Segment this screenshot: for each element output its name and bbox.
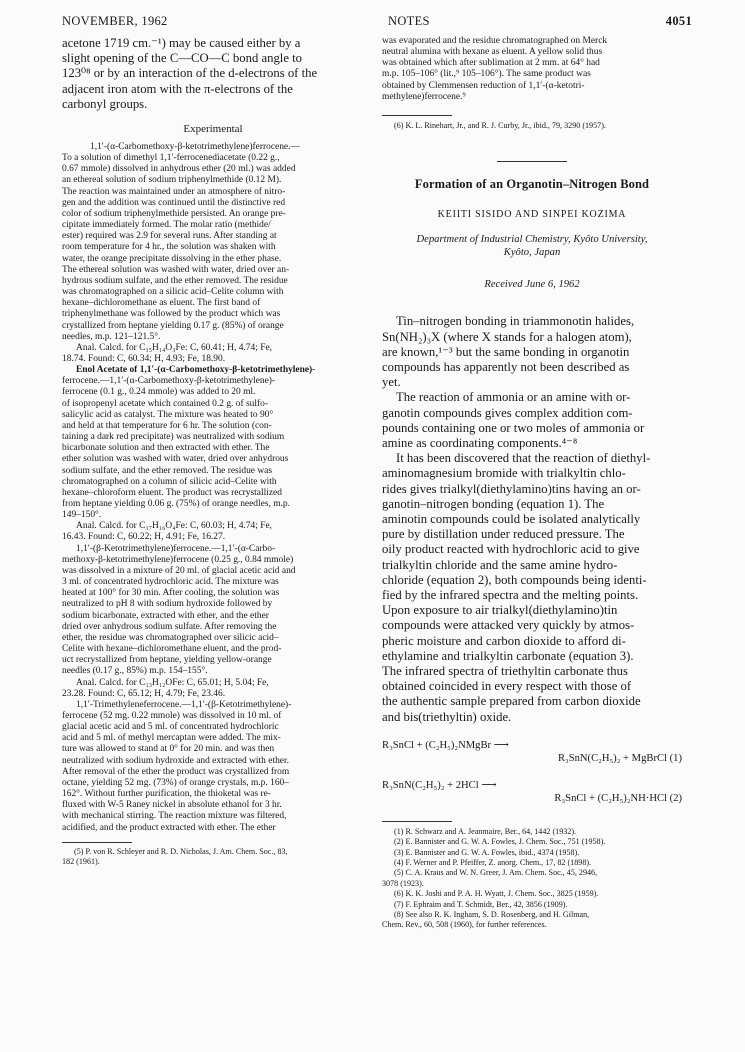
text-line: obtained by Clemmensen reduction of 1,1′-(α-ketotri-	[382, 80, 585, 91]
text-line: Anal. Calcd. for C₁₇H₁₆O₄Fe: C, 60.03; H, 4.74; Fe,	[76, 521, 273, 532]
text-line: To a solution of dimethyl 1,1′-ferrocenediacetate (0.22 g.,	[62, 153, 280, 164]
text-line: methoxy-β-ketotrimethylene)ferrocene (0.25 g., 0.84 mmole)	[62, 554, 294, 565]
text-line: slight opening of the C—CO—C bond angle to	[62, 51, 302, 66]
text-line: cipitate immediately formed. The molar ratio (methide/	[62, 220, 271, 231]
text-line: 1,1′-(β-Ketotrimethylene)ferrocene.—1,1′-(α-Carbo-	[76, 543, 276, 554]
procedure-trimethyleneferrocene	[62, 700, 364, 834]
text-line: uct recrystallized from heptane, yielding yellow-orange	[62, 655, 272, 666]
text-line: 18.74. Found: C, 60.34; H, 4.93; Fe, 18.90.	[62, 353, 226, 364]
text-line: obtained coincided in every respect with those of	[382, 679, 632, 694]
text-line: neutral alumina with hexane as eluent. A yellow solid thus	[382, 47, 603, 58]
text-line: The reaction of ammonia or an amine with or-	[396, 390, 631, 405]
received-date: Received June 6, 1962	[484, 279, 580, 291]
reference-line: (5) C. A. Kraus and W. N. Greer, J. Am. Chem. Soc., 45, 2946,	[394, 868, 598, 878]
equation-1-products: R₃SnN(C₂H₅)₂ + MgBrCl (1)	[557, 752, 682, 764]
text-line: 123⁰⁸ or by an interaction of the d-electrons of the	[62, 66, 318, 81]
text-line: carbonyl groups.	[62, 96, 148, 111]
text-line: Anal. Calcd. for C₁₅H₁₄O₃Fe: C, 60.41; H, 4.74; Fe,	[76, 342, 273, 353]
references-divider	[382, 821, 452, 822]
text-line: the authentic sample prepared from carbon dioxide	[382, 694, 641, 709]
text-line: ture was allowed to stand at 0° for 20 min. and was then	[62, 744, 275, 755]
text-line: room temperature for 4 hr., the solution was shaken with	[62, 242, 276, 253]
text-line: Celite with hexane–dichloromethane eluent, and the prod-	[62, 644, 282, 655]
text-line: ester) required was 2.9 for several runs. After standing at	[62, 231, 277, 242]
text-line: sodium sulfate, and the ether removed. The residue was	[62, 465, 273, 476]
text-line: methylene)ferrocene.⁹	[382, 91, 466, 102]
experimental-heading: Experimental	[183, 123, 243, 136]
text-line: fluxed with W-5 Raney nickel in absolute ethanol for 3 hr.	[62, 800, 282, 811]
reference-line: (2) E. Bannister and G. W. A. Fowles, J. Chem. Soc., 751 (1958).	[394, 837, 606, 847]
text-line: m.p. 105–106° (lit.,⁹ 105–106°). The same product was	[382, 69, 591, 80]
text-line: octane, yielding 52 mg. (73%) of orange crystals, m.p. 160–	[62, 777, 289, 788]
procedure-ketotrimethylene	[62, 544, 364, 700]
article-title: Formation of an Organotin–Nitrogen Bond	[414, 177, 650, 192]
text-line: After removal of the ether the product was crystallized from	[62, 766, 290, 777]
text-line: ether solution was washed with water, dried over anhydrous	[62, 454, 289, 465]
text-line: glacial acetic acid and 5 ml. of concentrated hydrochloric	[62, 722, 279, 733]
references-list	[382, 827, 682, 931]
text-line: heated at 100° for 30 min. After cooling, the solution was	[62, 588, 280, 599]
text-line: ganotin compounds gives complex addition com-	[382, 405, 633, 420]
reference-line: (4) F. Werner and P. Pfeiffer, Z. anorg. Chem., 17, 82 (1898).	[394, 858, 592, 868]
reference-line: (8) See also R. K. Ingham, S. D. Rosenberg, and H. Gilman,	[394, 910, 590, 920]
reference-line: (7) F. Ephraim and T. Schmidt, Ber., 42, 3856 (1909).	[394, 899, 568, 909]
body-paragraph-1	[382, 314, 682, 390]
footnote-5	[62, 847, 364, 868]
text-line: salicylic acid as catalyst. The mixture was heated to 90°	[62, 409, 274, 420]
text-line: Anal. Calcd. for C₁₃H₁₂OFe: C, 65.01; H, 5.04; Fe,	[76, 677, 269, 688]
text-line: needles (0.17 g., 85%) m.p. 154–155°.	[62, 666, 208, 677]
article-divider	[497, 161, 567, 162]
text-line: Upon exposure to air trialkyl(diethylamino)tin	[382, 603, 618, 618]
text-line: 162°. Without further purification, the thioketal was re-	[62, 789, 271, 800]
text-line: acidified, and the product extracted with ether. The ether	[62, 822, 276, 833]
text-line: gen and the addition was continued until the distinctive red	[62, 197, 286, 208]
equation-1	[382, 739, 682, 765]
text-line: 149–150°.	[62, 510, 102, 521]
text-line: was obtained which after sublimation at 2 mm. at 64° had	[382, 58, 600, 69]
text-line: 23.28. Found: C, 65.12; H, 4.79; Fe, 23.46.	[62, 688, 226, 699]
text-line: The reaction was maintained under an atmosphere of nitro-	[62, 186, 286, 197]
footnote-line: (5) P. von R. Schleyer and R. D. Nicholas, J. Am. Chem. Soc., 83,	[74, 846, 288, 856]
text-line: ethylamine and trialkyltin carbonate (equation 3).	[382, 648, 634, 663]
text-line: was evaporated and the residue chromatographed on Merck	[382, 36, 608, 46]
equation-2	[382, 779, 682, 805]
equation-1-reactants: R₃SnCl + (C₂H₅)₂NMgBr ⟶	[382, 739, 509, 751]
text-line: needles, m.p. 121–121.5°.	[62, 331, 161, 342]
continued-procedure	[382, 36, 682, 103]
text-line: ganotin–nitrogen bonding (equation 1). The	[382, 496, 605, 511]
reference-line: (6) K. K. Joshi and P. A. H. Wyatt, J. Chem. Soc., 3825 (1959).	[394, 889, 599, 899]
text-line: The infrared spectra of triethyltin carbonate thus	[382, 664, 628, 679]
text-line: with mechanical stirring. The reaction mixture was filtered,	[62, 811, 287, 822]
header-page-number: 4051	[665, 14, 692, 28]
reference-line: 3078 (1923).	[382, 878, 424, 888]
text-line: 1,1′-Trimethyleneferrocene.—1,1′-(β-Ketotrimethylene)-	[76, 699, 292, 710]
text-line: trialkyltin chloride and the same amine hydro-	[382, 557, 618, 572]
intro-paragraph	[62, 36, 364, 112]
body-paragraph-2	[382, 390, 682, 451]
article-authors: KEIITI SISIDO AND SINPEI KOZIMA	[437, 209, 627, 221]
text-line: 0.67 mmole) dissolved in anhydrous ether (20 ml.) was added	[62, 164, 296, 175]
right-column	[382, 36, 682, 931]
text-line: aminomagnesium bromide with trialkyltin chlo-	[382, 466, 626, 481]
text-line: from heptane yielding 0.06 g. (75%) of orange needles, m.p.	[62, 499, 291, 510]
text-line: color of sodium triphenylmethide persisted. An orange pre-	[62, 208, 286, 219]
footnote-divider	[62, 842, 132, 843]
footnote-line: 182 (1961).	[62, 857, 100, 867]
text-line: acetone 1719 cm.⁻¹) may be caused either by a	[62, 36, 301, 50]
text-line: amine as coordinating components.⁴⁻⁸	[382, 435, 578, 450]
text-line: fied by the infrared spectra and the melting points.	[382, 588, 639, 602]
text-line: of isopropenyl acetate which contained 0.2 g. of sulfo-	[62, 398, 268, 409]
text-line: 3 ml. of concentrated hydrochloric acid. The mixture was	[62, 577, 279, 588]
affiliation-line: Kyôto, Japan	[503, 247, 561, 259]
procedure-enol-acetate	[62, 365, 364, 544]
text-line: rides gives trialkyl(diethylamino)tins having an or-	[382, 481, 641, 496]
affiliation-line: Department of Industrial Chemistry, Kyôto University,	[416, 234, 648, 246]
text-line: triphenylmethane was followed by the product which was	[62, 309, 281, 320]
running-header	[62, 14, 692, 34]
footnote-6: (6) K. L. Rinehart, Jr., and R. J. Curby, Jr., ibid., 79, 3290 (1957).	[394, 120, 606, 130]
text-line: yet.	[382, 375, 401, 390]
text-line: aminotin compounds could be isolated analytically	[382, 511, 641, 526]
text-line: pure by distillation under reduced pressure. The	[382, 527, 625, 542]
text-line: sodium bicarbonate, extracted with ether, and the ether	[62, 610, 269, 621]
text-line: oily product reacted with hydrochloric acid to give	[382, 542, 640, 557]
text-line: an ethereal solution of sodium triphenylmethide (0.12 M).	[62, 175, 282, 186]
text-line: chromatographed on a column of silicic acid–Celite with	[62, 476, 277, 487]
text-line: taining a dark red precipitate) was neutralized with sodium	[62, 432, 285, 443]
text-line: acid and 5 ml. of methyl mercaptan were added. The mix-	[62, 733, 281, 744]
text-line: ether, the residue was chromatographed over silicic acid–	[62, 632, 279, 643]
text-line: hexane–dichloromethane as eluent. The first band of	[62, 298, 261, 309]
equation-2-products: R₃SnCl + (C₂H₅)₂NH·HCl (2)	[554, 792, 682, 804]
text-line: compounds were attacked very quickly by atmos-	[382, 618, 635, 633]
text-line: dried over anhydrous sodium sulfate. After removing the	[62, 621, 277, 632]
text-line: ferrocene (0.1 g., 0.24 mmole) was added to 20 ml.	[62, 387, 256, 398]
footnote-divider	[382, 115, 452, 116]
reference-line: (3) E. Bannister and G. W. A. Fowles, ibid., 4374 (1958).	[394, 847, 580, 857]
text-line: ferrocene.—1,1′-(α-Carbomethoxy-β-ketotrimethylene)-	[62, 376, 276, 387]
text-line: water, the orange precipitate dissolving in the ether phase.	[62, 253, 282, 264]
text-line: The ethereal solution was washed with water, dried over an-	[62, 264, 290, 275]
text-line: compounds has apparently not been described as	[382, 359, 630, 374]
text-line: ferrocene (52 mg. 0.22 mmole) was dissolved in 10 ml. of	[62, 710, 282, 721]
text-line: crystallized from heptane yielding 0.17 g. (85%) of orange	[62, 320, 284, 331]
text-line: and bis(triethyltin) oxide.	[382, 709, 512, 724]
text-line: was dissolved in a mixture of 20 ml. of glacial acetic acid and	[62, 565, 296, 576]
text-line: chloride (equation 2), both compounds being identi-	[382, 572, 647, 587]
left-column	[62, 36, 364, 868]
text-line: and held at that temperature for 6 hr. The solution (con-	[62, 420, 272, 431]
header-date: NOVEMBER, 1962	[62, 14, 168, 28]
text-line: hexane–chloroform eluent. The product was recrystallized	[62, 487, 282, 498]
text-line: 16.43. Found: C, 60.22; H, 4.91; Fe, 16.27.	[62, 532, 226, 543]
text-line: pheric moisture and carbon dioxide to afford di-	[382, 633, 626, 648]
text-line: are known,¹⁻³ but the same bonding in organotin	[382, 344, 630, 359]
text-line: neutralized to pH 8 with sodium hydroxide followed by	[62, 599, 273, 610]
text-line: It has been discovered that the reaction of diethyl-	[396, 451, 651, 466]
text-line: neutralized with sodium hydroxide and extracted with ether.	[62, 755, 289, 766]
text-line: bicarbonate solution and then extracted with ether. The	[62, 443, 270, 454]
text-line: pounds containing one or two moles of ammonia or	[382, 420, 645, 435]
author-affiliation	[382, 233, 682, 259]
body-paragraph-3	[382, 451, 682, 725]
equation-2-reactants: R₃SnN(C₂H₅)₂ + 2HCl ⟶	[382, 779, 497, 791]
reference-line: (1) R. Schwarz and A. Jeanmaire, Ber., 64, 1442 (1932).	[394, 826, 577, 836]
header-section: NOTES	[388, 14, 430, 28]
text-line: was chromatographed on a silicic acid–Celite column with	[62, 287, 284, 298]
text-line: Sn(NH₂)₃X (where X stands for a halogen atom),	[382, 329, 632, 344]
procedure-carbomethoxy	[62, 142, 364, 365]
text-line: 1,1′-(α-Carbomethoxy-β-ketotrimethylene)ferrocene.—	[90, 142, 300, 153]
text-line: hydrous sodium sulfate, and the ether removed. The residue	[62, 275, 288, 286]
text-line: Tin–nitrogen bonding in triammonotin halides,	[396, 314, 635, 329]
text-line: Enol Acetate of 1,1′-(α-Carbomethoxy-β-ketotrimethylene)-	[76, 365, 316, 376]
reference-line: Chem. Rev., 60, 508 (1960), for further references.	[382, 920, 547, 930]
text-line: adjacent iron atom with the π-electrons of the	[62, 81, 293, 96]
